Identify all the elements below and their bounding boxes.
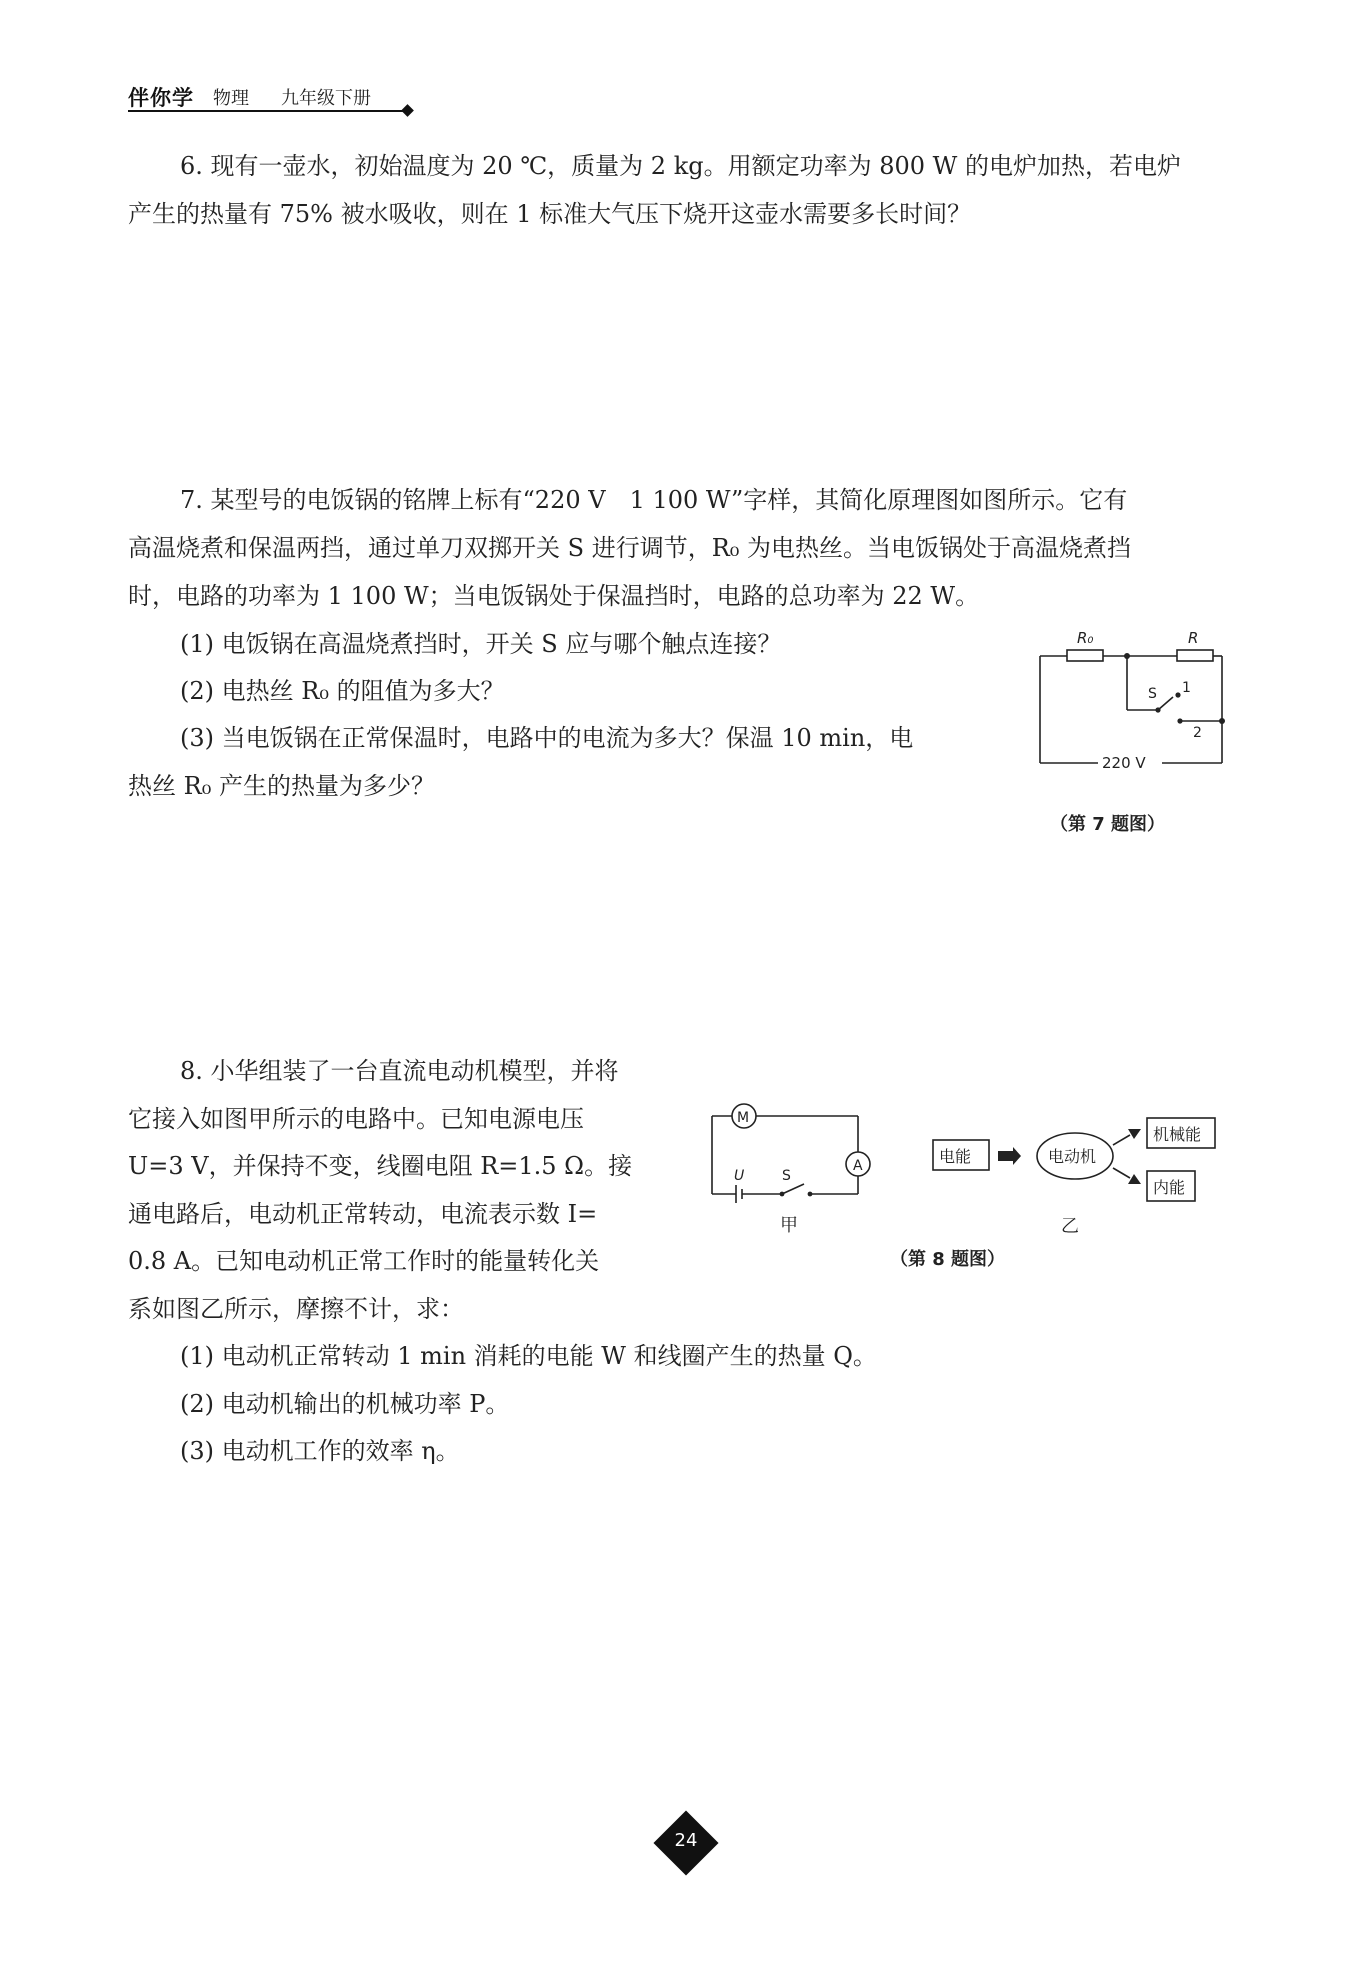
q8-switch-label: S [782,1168,791,1184]
q8-line-3: U=3 V，并保持不变，线圈电阻 R=1.5 Ω。接 [128,1152,633,1180]
q7-sub-2: (2) 电热丝 R₀ 的阻值为多大？ [180,677,505,705]
q8-source-label: U [734,1168,745,1184]
q7-line-3: 时，电路的功率为 1 100 W；当电饭锅处于保温挡时，电路的总功率为 22 W。 [128,582,980,610]
grade-label: 九年级下册 [281,88,371,109]
energy-motor-label: 电动机 [1048,1147,1097,1166]
q8-sub-1: (1) 电动机正常转动 1 min 消耗的电能 W 和线圈产生的热量 Q。 [180,1342,877,1370]
header-rule [128,110,406,112]
page-header [128,82,413,112]
q8-sub-3: (3) 电动机工作的效率 η。 [180,1437,460,1465]
q7-contact-2-label: 2 [1193,725,1202,741]
q6-line-1: 6. 现有一壶水，初始温度为 20 ℃，质量为 2 kg。用额定功率为 800 W 的电炉加热，若电炉 [180,152,1181,180]
q8-ammeter-symbol: A [853,1158,863,1174]
q8-line-4: 通电路后，电动机正常转动，电流表示数 I= [128,1200,598,1228]
q8-figure-caption: （第 8 题图） [890,1249,1006,1270]
q7-switch-label: S [1148,686,1157,702]
book-brand: 伴你学 [128,86,194,110]
q7-contact-1-label: 1 [1182,680,1191,696]
q8-energy-diagram-b [925,1100,1225,1240]
energy-mechanical-label: 机械能 [1153,1125,1202,1144]
q7-line-1: 7. 某型号的电饭锅的铭牌上标有“220 V 1 100 W”字样，其简化原理图如图所示。它有 [180,486,1128,514]
energy-input-label: 电能 [939,1147,972,1166]
q7-line-2: 高温烧煮和保温两挡，通过单刀双掷开关 S 进行调节，R₀ 为电热丝。当电饭锅处于高温烧煮挡 [128,534,1132,562]
q7-sub-1: (1) 电饭锅在高温烧煮挡时，开关 S 应与哪个触点连接？ [180,630,782,658]
q8-line-5: 0.8 A。已知电动机正常工作时的能量转化关 [128,1247,600,1275]
q8-line-1: 8. 小华组装了一台直流电动机模型，并将 [180,1057,619,1085]
q8-motor-symbol: M [737,1110,750,1126]
page-number: 24 [674,1830,698,1851]
q8-circuit-diagram-a [700,1095,880,1240]
q8-line-6: 系如图乙所示，摩擦不计，求： [128,1295,464,1323]
q7-sub-3b: 热丝 R₀ 产生的热量为多少？ [128,772,435,800]
header-diamond-icon [401,104,414,117]
q8-figure-a-label: 甲 [780,1215,798,1236]
q7-figure-caption: （第 7 题图） [1050,814,1166,835]
energy-internal-label: 内能 [1153,1178,1186,1197]
subject-label: 物理 [213,88,249,109]
q7-sub-3a: (3) 当电饭锅在正常保温时，电路中的电流为多大？保温 10 min，电 [180,724,914,752]
q7-circuit-diagram [1030,625,1235,775]
q8-figure-b-label: 乙 [1061,1216,1079,1237]
q6-line-2: 产生的热量有 75% 被水吸收，则在 1 标准大气压下烧开这壶水需要多长时间？ [128,200,972,228]
q7-r0-label: R₀ [1077,629,1094,647]
q8-sub-2: (2) 电动机输出的机械功率 P。 [180,1390,510,1418]
q8-line-2: 它接入如图甲所示的电路中。已知电源电压 [128,1105,584,1133]
q7-r-label: R [1188,629,1199,647]
q7-voltage-label: 220 V [1102,754,1146,772]
